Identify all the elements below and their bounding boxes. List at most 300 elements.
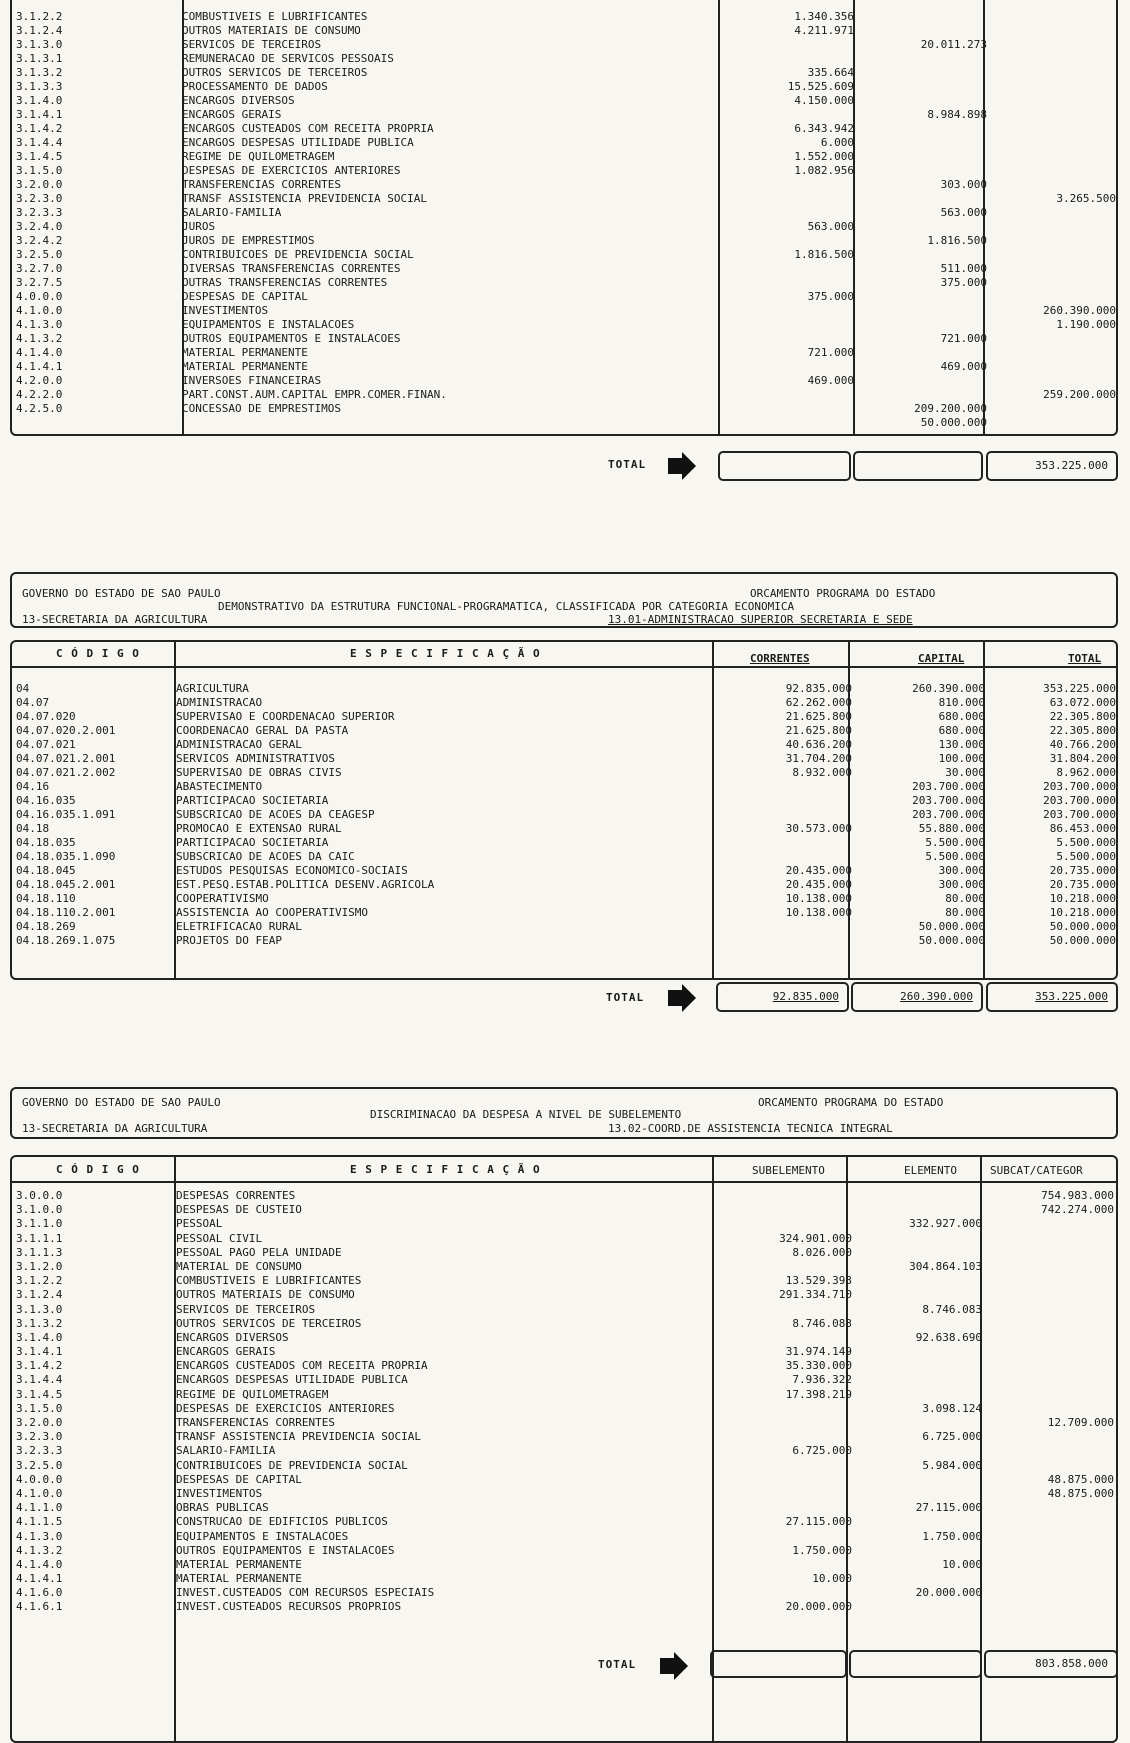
table-row <box>14 178 1118 192</box>
value-cell-1: 375.000 <box>807 290 854 303</box>
code-cell: 04.18 <box>16 822 50 835</box>
table-row <box>14 906 1118 920</box>
code-cell: 04.07.020.2.001 <box>16 724 116 737</box>
total-label: TOTAL <box>606 991 645 1004</box>
value-cell-3: 1.190.000 <box>1056 318 1116 331</box>
value-cell-3: 10.218.000 <box>1049 906 1116 919</box>
description-cell: AGRICULTURA <box>176 682 249 695</box>
table-row <box>14 1530 1118 1544</box>
value-cell-1: 10.138.000 <box>785 906 852 919</box>
code-cell: 3.1.3.1 <box>16 52 63 65</box>
value-cell-2: 5.500.000 <box>925 836 985 849</box>
code-cell: 4.1.0.0 <box>16 1486 63 1500</box>
header-left-2: 13-SECRETARIA DA AGRICULTURA <box>22 1122 208 1135</box>
value-cell-3: 203.700.000 <box>1043 794 1116 807</box>
code-cell: 4.1.6.1 <box>16 1600 63 1614</box>
code-cell: 4.1.4.0 <box>16 346 63 359</box>
table-row <box>14 766 1118 780</box>
value-cell-1: 6.343.942 <box>794 122 854 135</box>
description-cell: ENCARGOS DESPESAS UTILIDADE PUBLICA <box>176 1373 408 1387</box>
description-cell: REGIME DE QUILOMETRAGEM <box>176 1387 329 1401</box>
table-row <box>14 1444 1118 1458</box>
table-2-rows <box>14 682 1118 948</box>
value-cell-2: 1.816.500 <box>927 234 987 247</box>
table-row <box>14 1558 1118 1572</box>
value-cell-1: 1.340.356 <box>794 10 854 23</box>
code-cell: 4.2.0.0 <box>16 374 63 387</box>
header-left-1: GOVERNO DO ESTADO DE SAO PAULO <box>22 1096 221 1109</box>
code-cell: 3.1.4.5 <box>16 1387 63 1401</box>
code-cell: 3.1.4.5 <box>16 150 63 163</box>
description-cell: MATERIAL DE CONSUMO <box>176 1259 302 1273</box>
table-row <box>14 360 1118 374</box>
code-cell: 3.1.2.0 <box>16 1259 63 1273</box>
table-row <box>14 752 1118 766</box>
description-cell: EST.PESQ.ESTAB.POLITICA DESENV.AGRICOLA <box>176 878 435 891</box>
value-cell-2: 130.000 <box>938 738 985 751</box>
description-cell: OBRAS PUBLICAS <box>176 1501 269 1515</box>
description-cell: REGIME DE QUILOMETRAGEM <box>182 150 335 163</box>
value-cell-2: 469.000 <box>940 360 987 373</box>
description-cell: ENCARGOS DIVERSOS <box>182 94 295 107</box>
description-cell: SALARIO-FAMILIA <box>182 206 282 219</box>
value-cell-2: 332.927.000 <box>909 1217 982 1231</box>
description-cell: INVEST.CUSTEADOS COM RECURSOS ESPECIAIS <box>176 1586 435 1600</box>
value-cell-3: 50.000.000 <box>1049 920 1116 933</box>
value-cell-2: 209.200.000 <box>914 402 987 415</box>
table-row <box>14 864 1118 878</box>
table-row <box>14 234 1118 248</box>
table-row <box>14 1473 1118 1487</box>
code-cell: 3.1.4.2 <box>16 1359 63 1373</box>
table-row <box>14 122 1118 136</box>
value-cell-3: 260.390.000 <box>1043 304 1116 317</box>
table-row <box>14 164 1118 178</box>
description-cell: OUTROS EQUIPAMENTOS E INSTALACOES <box>182 332 401 345</box>
total-box-2 <box>849 1650 982 1678</box>
description-cell: REMUNERACAO DE SERVICOS PESSOAIS <box>182 52 394 65</box>
value-cell-2: 50.000.000 <box>920 416 987 429</box>
table-row <box>14 1288 1118 1302</box>
header-title: DEMONSTRATIVO DA ESTRUTURA FUNCIONAL-PROGRAMATICA, CLASSIFICADA POR CATEGORIA ECONOMICA <box>218 600 795 613</box>
total-box-3: 353.225.000 <box>986 451 1118 481</box>
value-cell-2: 80.000 <box>945 892 985 905</box>
table-row <box>14 1572 1118 1586</box>
code-cell: 3.2.0.0 <box>16 1416 63 1429</box>
table-row <box>14 1317 1118 1331</box>
description-cell: EQUIPAMENTOS E INSTALACOES <box>182 318 355 331</box>
table-row <box>14 80 1118 94</box>
value-cell-1: 4.150.000 <box>794 94 854 107</box>
description-cell: MATERIAL PERMANENTE <box>182 360 308 373</box>
description-cell: INVERSOES FINANCEIRAS <box>182 374 322 387</box>
column-header-n2: ELEMENTO <box>904 1164 957 1177</box>
table-row <box>14 332 1118 346</box>
value-cell-3: 12.709.000 <box>1047 1416 1114 1429</box>
code-cell: 3.2.7.5 <box>16 276 63 289</box>
description-cell: COMBUSTIVEIS E LUBRIFICANTES <box>182 10 368 23</box>
description-cell: CONTRIBUICOES DE PREVIDENCIA SOCIAL <box>176 1458 408 1472</box>
code-cell: 3.1.2.2 <box>16 1274 63 1288</box>
column-header-n1: CORRENTES <box>750 652 810 665</box>
table-row <box>14 108 1118 122</box>
value-cell-3: 20.735.000 <box>1049 878 1116 891</box>
value-cell-2: 680.000 <box>938 710 985 723</box>
table-row <box>14 1459 1118 1473</box>
value-cell-1: 7.936.322 <box>792 1373 852 1387</box>
description-cell: DESPESAS CORRENTES <box>176 1189 296 1202</box>
code-cell: 04.16.035.1.091 <box>16 808 116 821</box>
table-row <box>14 808 1118 822</box>
code-cell: 3.0.0.0 <box>16 1189 63 1202</box>
value-cell-1: 35.330.000 <box>785 1359 852 1373</box>
value-cell-1: 20.000.000 <box>785 1600 852 1614</box>
code-cell: 3.2.7.0 <box>16 262 63 275</box>
table-row <box>14 1217 1118 1231</box>
code-cell: 4.1.4.1 <box>16 360 63 373</box>
table-row <box>14 290 1118 304</box>
total-box-2: 260.390.000 <box>851 982 983 1012</box>
total-box-3: 353.225.000 <box>986 982 1118 1012</box>
description-cell: PROJETOS DO FEAP <box>176 934 282 947</box>
value-cell-1: 27.115.000 <box>785 1515 852 1529</box>
header-right-1: ORCAMENTO PROGRAMA DO ESTADO <box>750 587 936 600</box>
code-cell: 3.1.4.2 <box>16 122 63 135</box>
table-row <box>14 1501 1118 1515</box>
header-left-2: 13-SECRETARIA DA AGRICULTURA <box>22 613 208 626</box>
value-cell-2: 8.984.898 <box>927 108 987 121</box>
description-cell: INVEST.CUSTEADOS RECURSOS PROPRIOS <box>176 1600 402 1614</box>
code-cell: 4.1.3.0 <box>16 318 63 331</box>
table-row <box>14 402 1118 416</box>
code-cell: 3.1.4.1 <box>16 1345 63 1359</box>
value-cell-2: 30.000 <box>945 766 985 779</box>
description-cell: PESSOAL CIVIL <box>176 1231 263 1245</box>
value-cell-3: 8.962.000 <box>1056 766 1116 779</box>
description-cell: SUPERVISAO DE OBRAS CIVIS <box>176 766 342 779</box>
code-cell: 04.18.110 <box>16 892 76 905</box>
header-left-1: GOVERNO DO ESTADO DE SAO PAULO <box>22 587 221 600</box>
description-cell: ENCARGOS DIVERSOS <box>176 1330 289 1344</box>
description-cell: ENCARGOS DESPESAS UTILIDADE PUBLICA <box>182 136 414 149</box>
table-row <box>14 416 1118 430</box>
value-cell-1: 563.000 <box>807 220 854 233</box>
value-cell-2: 20.011.273 <box>920 38 987 51</box>
description-cell: OUTROS MATERIAIS DE CONSUMO <box>176 1288 355 1302</box>
value-cell-2: 203.700.000 <box>912 808 985 821</box>
code-cell: 3.1.3.2 <box>16 66 63 79</box>
description-cell: OUTROS EQUIPAMENTOS E INSTALACOES <box>176 1543 395 1557</box>
code-cell: 3.2.3.3 <box>16 206 63 219</box>
table-row <box>14 1416 1118 1430</box>
value-cell-1: 324.901.000 <box>779 1231 852 1245</box>
description-cell: DIVERSAS TRANSFERENCIAS CORRENTES <box>182 262 401 275</box>
description-cell: CONTRIBUICOES DE PREVIDENCIA SOCIAL <box>182 248 414 261</box>
code-cell: 3.1.2.2 <box>16 10 63 23</box>
table-row <box>14 1430 1118 1444</box>
description-cell: TRANSFERENCIAS CORRENTES <box>176 1416 335 1429</box>
code-cell: 3.2.3.3 <box>16 1444 63 1458</box>
description-cell: ENCARGOS CUSTEADOS COM RECEITA PROPRIA <box>176 1359 428 1373</box>
value-cell-2: 680.000 <box>938 724 985 737</box>
table-row <box>14 1586 1118 1600</box>
header-right-1: ORCAMENTO PROGRAMA DO ESTADO <box>758 1096 944 1109</box>
value-cell-1: 30.573.000 <box>785 822 852 835</box>
code-cell: 3.1.4.1 <box>16 108 63 121</box>
code-cell: 3.2.5.0 <box>16 1458 63 1472</box>
code-cell: 3.1.4.0 <box>16 1330 63 1344</box>
value-cell-1: 31.974.149 <box>785 1345 852 1359</box>
description-cell: ENCARGOS CUSTEADOS COM RECEITA PROPRIA <box>182 122 434 135</box>
description-cell: JUROS DE EMPRESTIMOS <box>182 234 315 247</box>
code-cell: 3.1.1.1 <box>16 1231 63 1245</box>
value-cell-2: 304.864.103 <box>909 1259 982 1273</box>
value-cell-1: 40.636.200 <box>785 738 852 751</box>
value-cell-1: 20.435.000 <box>785 878 852 891</box>
value-cell-2: 563.000 <box>940 206 987 219</box>
table-row <box>14 934 1118 948</box>
value-cell-1: 1.552.000 <box>794 150 854 163</box>
table-row <box>14 1260 1118 1274</box>
code-cell: 04.18.035.1.090 <box>16 850 116 863</box>
value-cell-1: 1.816.500 <box>794 248 854 261</box>
column-header-desc: E S P E C I F I C A Ç Ã O <box>350 1163 541 1176</box>
code-cell: 3.1.3.0 <box>16 38 63 51</box>
description-cell: COOPERATIVISMO <box>176 892 269 905</box>
code-cell: 4.1.3.0 <box>16 1529 63 1543</box>
code-cell: 3.2.4.2 <box>16 234 63 247</box>
description-cell: ABASTECIMENTO <box>176 780 263 793</box>
table-row <box>14 850 1118 864</box>
description-cell: PROMOCAO E EXTENSAO RURAL <box>176 822 342 835</box>
value-cell-2: 6.725.000 <box>922 1430 982 1444</box>
description-cell: CONSTRUCAO DE EDIFICIOS PUBLICOS <box>176 1515 388 1529</box>
description-cell: EQUIPAMENTOS E INSTALACOES <box>176 1529 349 1543</box>
table-row <box>14 304 1118 318</box>
code-cell: 04.16.035 <box>16 794 76 807</box>
value-cell-1: 21.625.800 <box>785 724 852 737</box>
value-cell-3: 48.875.000 <box>1047 1472 1114 1486</box>
description-cell: OUTROS SERVICOS DE TERCEIROS <box>176 1316 362 1330</box>
code-cell: 4.1.4.0 <box>16 1557 63 1571</box>
code-cell: 3.1.1.0 <box>16 1217 63 1231</box>
table-row <box>14 220 1118 234</box>
value-cell-3: 5.500.000 <box>1056 836 1116 849</box>
column-header-code: C Ó D I G O <box>56 647 140 660</box>
value-cell-2: 50.000.000 <box>918 934 985 947</box>
code-cell: 4.1.1.5 <box>16 1515 63 1529</box>
header-right-2: 13.02-COORD.DE ASSISTENCIA TECNICA INTEGRAL <box>608 1122 893 1135</box>
value-cell-2: 300.000 <box>938 878 985 891</box>
description-cell: DESPESAS DE CUSTEIO <box>176 1203 302 1217</box>
value-cell-2: 8.746.083 <box>922 1302 982 1316</box>
value-cell-2: 260.390.000 <box>912 682 985 695</box>
value-cell-2: 92.638.690 <box>915 1330 982 1344</box>
value-cell-2: 375.000 <box>940 276 987 289</box>
value-cell-2: 303.000 <box>940 178 987 191</box>
value-cell-3: 754.983.000 <box>1041 1189 1114 1202</box>
table-row <box>14 1203 1118 1217</box>
code-cell: 3.1.0.0 <box>16 1203 63 1217</box>
code-cell: 3.1.3.2 <box>16 1316 63 1330</box>
description-cell: SUBSCRICAO DE ACOES DA CAIC <box>176 850 355 863</box>
description-cell: DESPESAS DE CAPITAL <box>182 290 308 303</box>
value-cell-1: 13.529.393 <box>785 1274 852 1288</box>
description-cell: MATERIAL PERMANENTE <box>182 346 308 359</box>
value-cell-2: 10.000 <box>942 1557 982 1571</box>
description-cell: SUPERVISAO E COORDENACAO SUPERIOR <box>176 710 395 723</box>
code-cell: 4.0.0.0 <box>16 290 63 303</box>
table-row <box>14 1373 1118 1387</box>
table-row <box>14 52 1118 66</box>
code-cell: 3.1.5.0 <box>16 164 63 177</box>
value-cell-3: 22.305.800 <box>1049 724 1116 737</box>
description-cell: SERVICOS DE TERCEIROS <box>176 1302 316 1316</box>
column-header-n3: SUBCAT/CATEGOR <box>990 1164 1083 1177</box>
code-cell: 3.2.0.0 <box>16 178 63 191</box>
code-cell: 04.18.045.2.001 <box>16 878 116 891</box>
code-cell: 4.0.0.0 <box>16 1472 63 1486</box>
value-cell-2: 810.000 <box>938 696 985 709</box>
value-cell-1: 4.211.971 <box>794 24 854 37</box>
table-row <box>14 192 1118 206</box>
column-header-code: C Ó D I G O <box>56 1163 140 1176</box>
table-row <box>14 66 1118 80</box>
table-row <box>14 682 1118 696</box>
table-row <box>14 136 1118 150</box>
total-label: TOTAL <box>608 458 647 471</box>
description-cell: INVESTIMENTOS <box>182 304 269 317</box>
value-cell-3: 203.700.000 <box>1043 780 1116 793</box>
description-cell: PARTICIPACAO SOCIETARIA <box>176 836 329 849</box>
table-row <box>14 374 1118 388</box>
column-header-n2: CAPITAL <box>918 652 965 665</box>
table-row <box>14 878 1118 892</box>
table-row <box>14 1232 1118 1246</box>
total-box-1 <box>718 451 851 481</box>
table-row <box>14 892 1118 906</box>
code-cell: 04.16 <box>16 780 50 793</box>
code-cell: 3.1.2.4 <box>16 1288 63 1302</box>
value-cell-1: 20.435.000 <box>785 864 852 877</box>
table-row <box>14 794 1118 808</box>
total-box-2 <box>853 451 983 481</box>
column-header-rule <box>10 1181 1118 1183</box>
table-row <box>14 248 1118 262</box>
value-cell-1: 31.704.200 <box>785 752 852 765</box>
table-row <box>14 318 1118 332</box>
code-cell: 04.07.020 <box>16 710 76 723</box>
value-cell-1: 8.026.000 <box>792 1245 852 1259</box>
code-cell: 4.2.2.0 <box>16 388 63 401</box>
code-cell: 3.1.3.0 <box>16 1302 63 1316</box>
value-cell-2: 50.000.000 <box>918 920 985 933</box>
table-row <box>14 1189 1118 1203</box>
table-row <box>14 1402 1118 1416</box>
description-cell: SERVICOS ADMINISTRATIVOS <box>176 752 335 765</box>
code-cell: 4.1.3.2 <box>16 332 63 345</box>
value-cell-3: 20.735.000 <box>1049 864 1116 877</box>
table-row <box>14 1600 1118 1614</box>
table-row <box>14 10 1118 24</box>
code-cell: 04.18.110.2.001 <box>16 906 116 919</box>
value-cell-3: 353.225.000 <box>1043 682 1116 695</box>
value-cell-1: 8.932.000 <box>792 766 852 779</box>
code-cell: 3.2.3.0 <box>16 1430 63 1444</box>
total-box-3: 803.858.000 <box>984 1650 1118 1678</box>
value-cell-1: 469.000 <box>807 374 854 387</box>
code-cell: 04.07 <box>16 696 50 709</box>
header-title: DISCRIMINACAO DA DESPESA A NIVEL DE SUBELEMENTO <box>370 1108 682 1121</box>
code-cell: 3.2.3.0 <box>16 192 63 205</box>
value-cell-1: 15.525.609 <box>787 80 854 93</box>
description-cell: JUROS <box>182 220 216 233</box>
description-cell: TRANSF ASSISTENCIA PREVIDENCIA SOCIAL <box>176 1430 422 1444</box>
value-cell-2: 511.000 <box>940 262 987 275</box>
value-cell-2: 203.700.000 <box>912 780 985 793</box>
table-row <box>14 920 1118 934</box>
value-cell-3: 22.305.800 <box>1049 710 1116 723</box>
description-cell: TRANSF ASSISTENCIA PREVIDENCIA SOCIAL <box>182 192 428 205</box>
value-cell-2: 55.880.000 <box>918 822 985 835</box>
code-cell: 3.1.4.4 <box>16 136 63 149</box>
description-cell: SUBSCRICAO DE ACOES DA CEAGESP <box>176 808 375 821</box>
table-row <box>14 710 1118 724</box>
value-cell-2: 300.000 <box>938 864 985 877</box>
description-cell: PART.CONST.AUM.CAPITAL EMPR.COMER.FINAN. <box>182 388 447 401</box>
value-cell-1: 8.746.083 <box>792 1316 852 1330</box>
value-cell-3: 742.274.000 <box>1041 1203 1114 1217</box>
value-cell-1: 6.000 <box>820 136 854 149</box>
code-cell: 4.1.3.2 <box>16 1543 63 1557</box>
value-cell-2: 1.750.000 <box>922 1529 982 1543</box>
description-cell: COORDENACAO GERAL DA PASTA <box>176 724 349 737</box>
value-cell-2: 100.000 <box>938 752 985 765</box>
description-cell: ENCARGOS GERAIS <box>176 1345 276 1359</box>
description-cell: ADMINISTRACAO GERAL <box>176 738 302 751</box>
description-cell: MATERIAL PERMANENTE <box>176 1572 302 1586</box>
description-cell: CONCESSAO DE EMPRESTIMOS <box>182 402 341 415</box>
code-cell: 3.2.4.0 <box>16 220 63 233</box>
description-cell: SALARIO-FAMILIA <box>176 1444 276 1458</box>
value-cell-3: 3.265.500 <box>1056 192 1116 205</box>
value-cell-2: 80.000 <box>945 906 985 919</box>
table-row <box>14 38 1118 52</box>
description-cell: COMBUSTIVEIS E LUBRIFICANTES <box>176 1274 362 1288</box>
code-cell: 3.2.5.0 <box>16 248 63 261</box>
value-cell-2: 5.984.000 <box>922 1458 982 1472</box>
value-cell-3: 48.875.000 <box>1047 1486 1114 1500</box>
total-box-1: 92.835.000 <box>716 982 849 1012</box>
description-cell: PARTICIPACAO SOCIETARIA <box>176 794 329 807</box>
total-box-1 <box>710 1650 847 1678</box>
value-cell-3: 10.218.000 <box>1049 892 1116 905</box>
table-row <box>14 262 1118 276</box>
code-cell: 4.1.6.0 <box>16 1586 63 1600</box>
description-cell: OUTROS MATERIAIS DE CONSUMO <box>182 24 361 37</box>
code-cell: 04.18.269.1.075 <box>16 934 116 947</box>
value-cell-3: 259.200.000 <box>1043 388 1116 401</box>
value-cell-2: 20.000.000 <box>915 1586 982 1600</box>
table-row <box>14 1544 1118 1558</box>
description-cell: ELETRIFICACAO RURAL <box>176 920 302 933</box>
table-1-rows <box>14 10 1118 430</box>
description-cell: ASSISTENCIA AO COOPERATIVISMO <box>176 906 369 919</box>
code-cell: 3.1.4.4 <box>16 1373 63 1387</box>
table-row <box>14 206 1118 220</box>
code-cell: 04 <box>16 682 30 695</box>
code-cell: 3.1.3.3 <box>16 80 63 93</box>
